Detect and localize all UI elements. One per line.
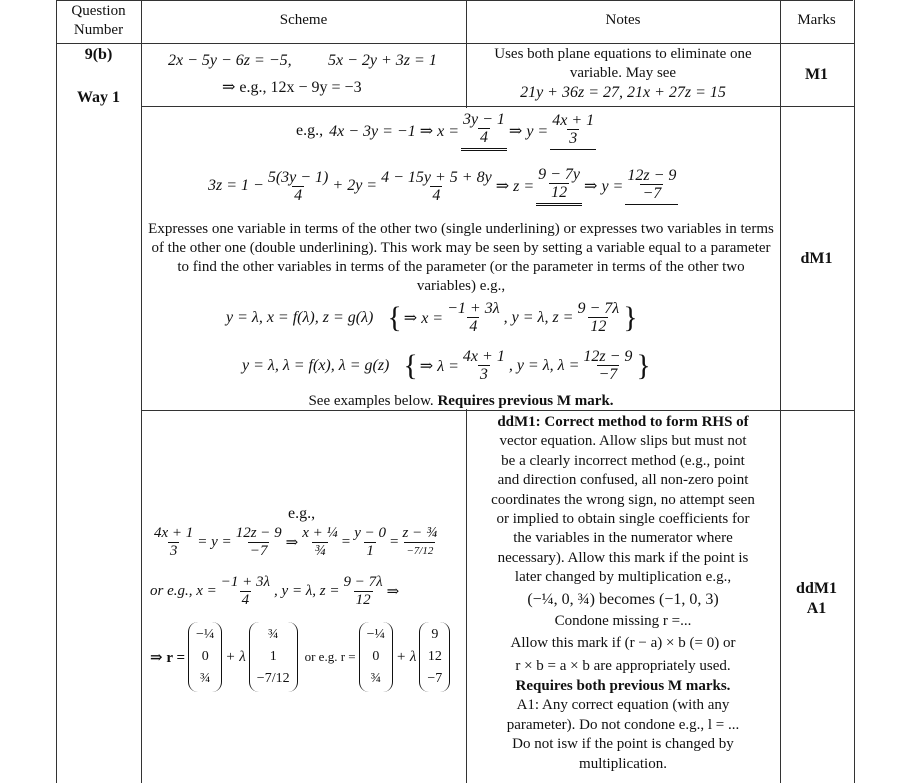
right-brace: }	[623, 300, 638, 334]
frac-num: 12z − 9	[627, 167, 677, 184]
line1-mid: ⇒ y =	[508, 123, 549, 140]
row2-line2	[208, 166, 680, 206]
frac-den: ¾	[314, 543, 326, 559]
notes-line: A1: Any correct equation (with any	[516, 697, 730, 714]
header-marks: Marks	[797, 12, 836, 28]
vector-4	[419, 622, 450, 692]
vec-entry: 0	[372, 649, 380, 664]
frac-den: −7	[598, 366, 618, 383]
frac-num: 9 − 7λ	[577, 300, 620, 317]
row3-notes	[468, 413, 778, 774]
col-divider-3	[780, 0, 781, 783]
frac-den: 12	[590, 318, 607, 335]
notes-line: vector equation. Allow slips but must not	[499, 433, 747, 450]
a-frac3	[300, 525, 340, 560]
notes-line: or implied to obtain single coefficients for	[496, 511, 750, 528]
row3-eg: e.g.,	[288, 505, 316, 522]
notes-line: later changed by multiplication e.g.,	[514, 569, 732, 586]
a-eq1: = y =	[197, 534, 232, 550]
row2-line1	[296, 111, 598, 151]
eliminated-eq: ⇒ e.g., 12x − 9y = −3	[222, 79, 362, 96]
row2-paragraph: Expresses one variable in terms of the other two (single underlining) or expresses two variables in terms of the other one (double underlining). This work may be seen by setting a variable equal to a parameter to find the other variables in terms of the parameter (or the parameter in terms of the other two variables) e.g.,	[148, 221, 774, 294]
line1-frac2	[550, 112, 596, 150]
vec-entry: ¾	[199, 671, 211, 686]
param1-x: ⇒ x =	[403, 309, 444, 327]
frac-den: 3	[479, 366, 488, 383]
notes-line: and direction confused, all non-zero point	[497, 472, 749, 489]
vector-2	[249, 622, 298, 692]
see-text: See examples below.	[308, 393, 434, 409]
frac-num: 12z − 9	[583, 348, 633, 365]
a-arrow: ⇒	[285, 535, 299, 551]
vec-entry: ¾	[267, 627, 279, 642]
vec-entry: −¼	[196, 627, 215, 642]
frac-num: 5(3y − 1)	[267, 168, 329, 186]
frac-num: 12z − 9	[235, 525, 282, 541]
frac-den: 3	[169, 543, 178, 559]
ddm1-note: ddM1: Correct method to form RHS of	[497, 414, 749, 430]
param1-frac2	[575, 300, 621, 335]
vec-entry: −¼	[366, 627, 386, 642]
header-notes: Notes	[605, 12, 641, 28]
line2-mid3: ⇒ y =	[584, 178, 624, 195]
line2-frac2	[379, 169, 494, 204]
vec-entry: −7/12	[256, 671, 290, 686]
vec-entry: 1	[269, 649, 277, 664]
line2-frac4	[625, 167, 678, 205]
notes-line: Do not isw if the point is changed by	[512, 736, 734, 753]
vec-entry: ¾	[370, 671, 382, 686]
frac-num: −1 + 3λ	[447, 300, 500, 317]
a-eq3: =	[390, 534, 399, 550]
frac-num: 3y − 1	[463, 111, 505, 128]
frac-den: −7	[249, 543, 268, 559]
notes-line: Allow this mark if (r − a) × b (= 0) or	[510, 635, 736, 652]
b-mid: , y = λ, z =	[274, 583, 340, 599]
col-divider-1	[141, 0, 142, 783]
row3-cartesian	[150, 525, 441, 560]
plus-lambda-2: + λ	[396, 648, 417, 665]
vector-1	[188, 622, 222, 692]
line2-lhs: 3z = 1 −	[208, 177, 264, 194]
frac-num: 4x + 1	[462, 348, 505, 365]
param2-x: ⇒ λ =	[419, 357, 459, 375]
notes-line: be a clearly incorrect method (e.g., point	[501, 452, 745, 469]
row3-vector-eq	[150, 622, 453, 692]
frac-num: 4x + 1	[154, 525, 194, 541]
frac-num: x + ¼	[302, 525, 338, 541]
vector-3	[359, 622, 393, 692]
notes-line: Requires both previous M marks.	[515, 678, 731, 695]
question-label: 9(b)	[84, 46, 113, 63]
mark-a1: A1	[806, 600, 827, 617]
notes-line: (−¼, 0, ¾) becomes (−1, 0, 3)	[527, 590, 719, 608]
vec-entry: −7	[427, 671, 443, 686]
frac-den: 3	[569, 130, 578, 147]
param1-lhs: y = λ, x = f(λ), z = g(λ)	[226, 308, 374, 326]
notes-line: multiplication.	[579, 755, 667, 772]
line2-frac3	[536, 166, 582, 206]
left-brace: {	[387, 300, 402, 334]
eg-prefix: e.g.,	[296, 122, 324, 139]
mark-dm1: dM1	[800, 250, 833, 267]
a-eq2: =	[341, 534, 351, 550]
line2-frac1	[266, 169, 331, 204]
r-prefix: ⇒ r =	[150, 649, 186, 666]
row2-param2	[242, 348, 651, 383]
frac-den: 12	[355, 592, 371, 608]
header-scheme: Scheme	[279, 12, 328, 28]
param2-frac2	[581, 348, 634, 383]
row1-notes-line1: Uses both plane equations to eliminate one variable. May see	[494, 46, 752, 81]
param2-lhs: y = λ, λ = f(x), λ = g(z)	[242, 356, 390, 374]
row-divider-1	[141, 106, 854, 107]
notes-line: coordinates the wrong sign, no attempt seen	[491, 491, 755, 508]
b-frac1	[219, 574, 272, 609]
frac-den: 12	[551, 184, 568, 201]
a-frac1	[152, 525, 195, 560]
plus-lambda: + λ	[225, 648, 246, 665]
a-frac4	[352, 525, 388, 560]
right-brace: }	[636, 348, 651, 382]
requires-previous: Requires previous M mark.	[437, 393, 614, 409]
vec-entry: 9	[431, 627, 439, 642]
notes-line: necessary). Allow this mark if the point is	[497, 549, 749, 566]
left-brace: {	[403, 348, 418, 382]
mark-ddm1: ddM1	[796, 580, 837, 597]
frac-num: y − 0	[354, 525, 387, 541]
line2-mid2: ⇒ z =	[495, 178, 535, 195]
param2-mid: , y = λ, λ =	[508, 356, 580, 374]
frac-den: 4	[469, 318, 478, 335]
way-label: Way 1	[76, 89, 121, 106]
header-divider	[57, 43, 854, 44]
or-eg: or e.g., x =	[150, 583, 217, 599]
row2-see-examples	[146, 392, 776, 411]
frac-den: 4	[432, 186, 441, 204]
frac-den: 4	[479, 129, 488, 146]
param1-frac1	[445, 300, 502, 335]
b-frac2	[342, 574, 385, 609]
line1-frac1	[461, 111, 507, 151]
line1-lhs: 4x − 3y = −1 ⇒ x =	[329, 123, 460, 140]
frac-num: 9 − 7λ	[343, 574, 383, 590]
a-frac2	[234, 525, 284, 560]
row1-notes-line2: 21y + 36z = 27, 21x + 27z = 15	[520, 84, 726, 101]
line2-mid1: + 2y =	[332, 177, 378, 194]
notes-line: the variables in the numerator where	[513, 530, 733, 547]
frac-den: 4	[241, 592, 250, 608]
notes-line: r × b = a × b are appropriately used.	[515, 658, 731, 675]
row2-param1	[226, 300, 638, 335]
frac-den: 4	[294, 186, 303, 204]
mark-m1: M1	[804, 66, 829, 83]
or-eg-r: or e.g. r =	[304, 649, 356, 664]
vec-entry: 0	[201, 649, 209, 664]
frac-num: 4x + 1	[552, 112, 595, 129]
plane-eq-1: 2x − 5y − 6z = −5,	[168, 52, 292, 69]
frac-num: 4 − 15y + 5 + 8y	[381, 168, 492, 186]
frac-den: −7/12	[404, 542, 435, 560]
frac-den: −7	[642, 185, 662, 202]
plane-eq-2: 5x − 2y + 3z = 1	[328, 52, 437, 69]
frac-num: −1 + 3λ	[220, 574, 271, 590]
notes-line	[468, 413, 778, 432]
top-border	[56, 0, 853, 1]
param1-mid: , y = λ, z =	[503, 308, 574, 326]
header-question-number: Question Number	[71, 3, 126, 38]
frac-num: 9 − 7y	[538, 166, 581, 183]
notes-line: Condone missing r =...	[554, 612, 692, 629]
b-arrow: ⇒	[386, 584, 400, 600]
notes-line: parameter). Do not condone e.g., l = ...	[506, 716, 740, 733]
param2-frac1	[461, 348, 507, 383]
vec-entry: 12	[427, 649, 442, 664]
frac-num: z − ¾	[402, 525, 438, 541]
row3-parametric	[150, 574, 399, 609]
a-frac5	[400, 525, 439, 560]
frac-den: 1	[366, 543, 374, 559]
